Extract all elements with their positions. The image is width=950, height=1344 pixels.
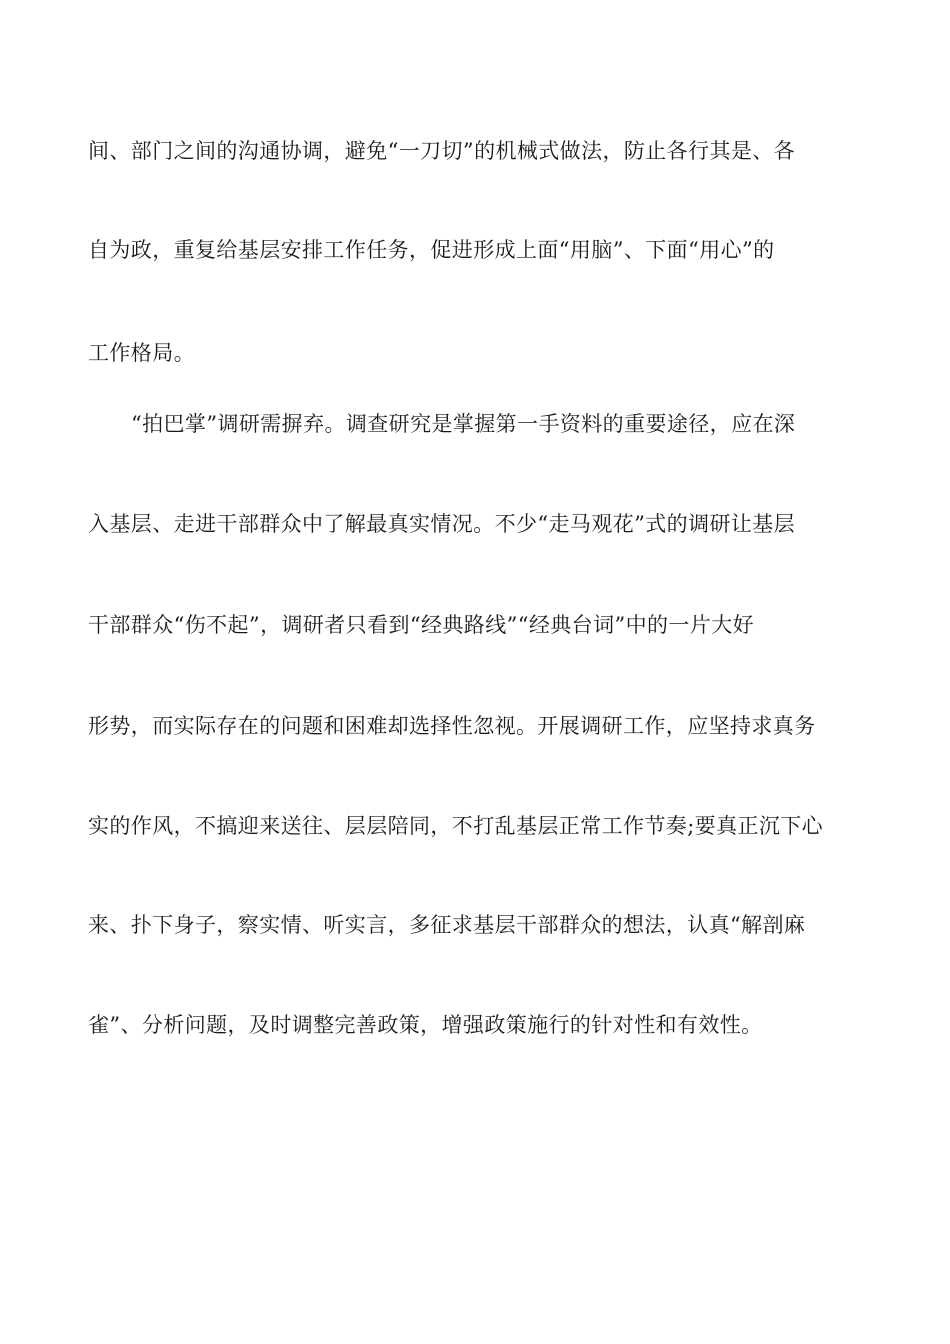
text-line-9: 来、扑下身子，察实情、听实言，多征求基层干部群众的想法，认真“解剖麻 bbox=[88, 913, 806, 937]
text-line-3: 工作格局。 bbox=[88, 341, 195, 365]
text-line-5: 入基层、走进干部群众中了解最真实情况。不少“走马观花”式的调研让基层 bbox=[88, 512, 796, 536]
paragraph-start-line: “拍巴掌”调研需摒弃。调查研究是掌握第一手资料的重要途径，应在深 bbox=[131, 412, 796, 436]
text-line-8: 实的作风，不搞迎来送往、层层陪同，不打乱基层正常工作节奏;要真正沉下心 bbox=[88, 814, 824, 838]
text-line-6: 干部群众“伤不起”，调研者只看到“经典路线”“经典台词”中的一片大好 bbox=[88, 613, 755, 637]
text-line-1: 间、部门之间的沟通协调，避免“一刀切”的机械式做法，防止各行其是、各 bbox=[88, 139, 796, 163]
text-line-7: 形势，而实际存在的问题和困难却选择性忽视。开展调研工作，应坚持求真务 bbox=[88, 714, 816, 738]
text-line-10: 雀”、分析问题，及时调整完善政策，增强政策施行的针对性和有效性。 bbox=[88, 1013, 763, 1037]
text-line-2: 自为政，重复给基层安排工作任务，促进形成上面“用脑”、下面“用心”的 bbox=[88, 238, 775, 262]
